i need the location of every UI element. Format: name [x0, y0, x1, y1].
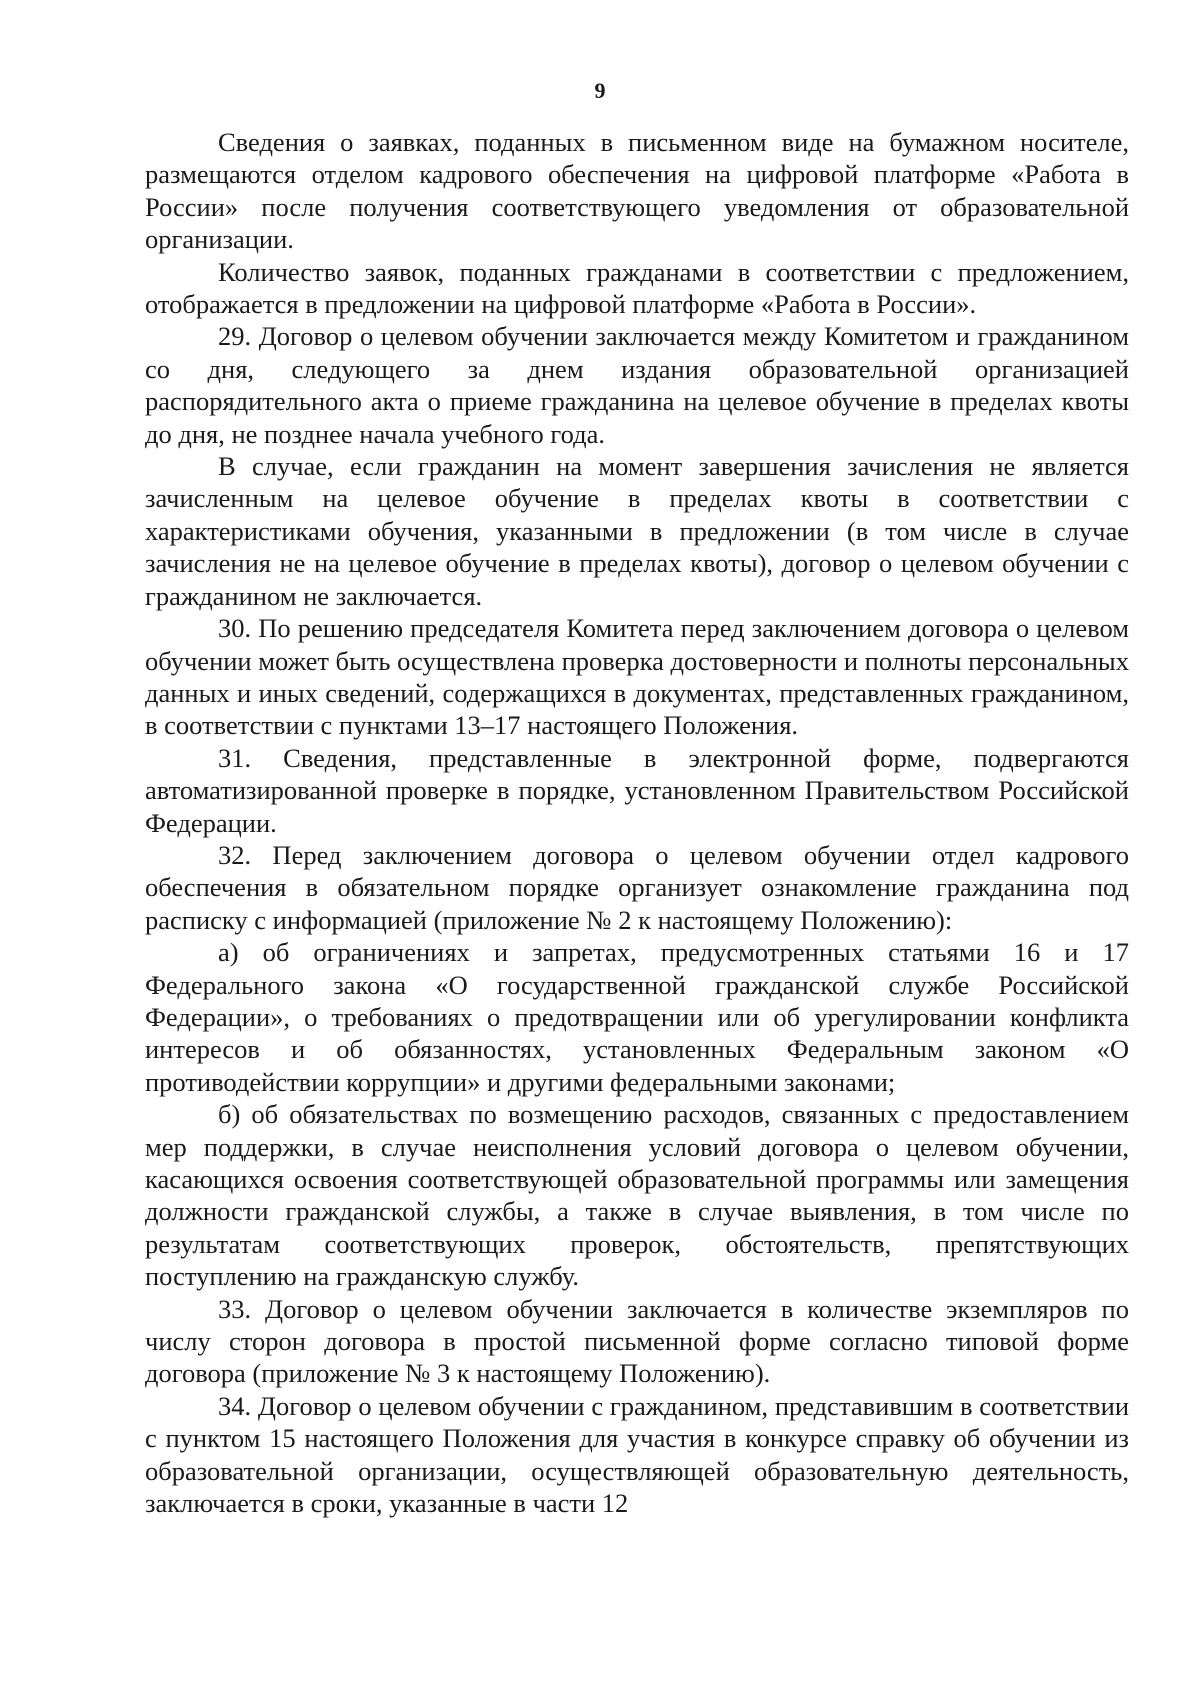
paragraph-9: б) об обязательствах по возмещению расходов, связанных с предоставлением мер поддержки, в случае неисполнения условий договора о целевом обучении, касающихся освоения соответствующей образовательной программы или замещения должности гражданской службы, а также в случае выявления, в том числе по результатам соответствующих проверок, обстоятельств, препятствующих поступлению на гражданскую службу.	[145, 1099, 1129, 1292]
paragraph-5: 30. По решению председателя Комитета перед заключением договора о целевом обучении может быть осуществлена проверка достоверности и полноты персональных данных и иных сведений, содержащихся в документах, представленных гражданином, в соответствии с пунктами 13–17 настоящего Положения.	[145, 613, 1129, 741]
paragraph-1: Сведения о заявках, поданных в письменном виде на бумажном носителе, размещаются отделом кадрового обеспечения на цифровой платформе «Работа в России» после получения соответствующего уведомления от образовательной организации.	[145, 127, 1129, 255]
paragraph-10: 33. Договор о целевом обучении заключается в количестве экземпляров по числу сторон договора в простой письменной форме согласно типовой форме договора (приложение № 3 к настоящему Положению).	[145, 1293, 1129, 1389]
paragraph-4: В случае, если гражданин на момент завершения зачисления не является зачисленным на целевое обучение в пределах квоты в соответствии с характеристиками обучения, указанными в предложении (в том числе в случае зачисления не на целевое обучение в пределах квоты), договор о целевом обучении с гражданином не заключается.	[145, 451, 1129, 611]
paragraph-3: 29. Договор о целевом обучении заключается между Комитетом и гражданином со дня, следующего за днем издания образовательной организацией распорядительного акта о приеме гражданина на целевое обучение в пределах квоты до дня, не позднее начала учебного года.	[145, 321, 1129, 449]
paragraph-6: 31. Сведения, представленные в электронной форме, подвергаются автоматизированной проверке в порядке, установленном Правительством Российской Федерации.	[145, 742, 1129, 838]
paragraph-8: а) об ограничениях и запретах, предусмотренных статьями 16 и 17 Федерального закона «О государственной гражданской службе Российской Федерации», о требованиях о предотвращении или об урегулировании конфликта интересов и об обязанностях, установленных Федеральным законом «О противодействии коррупции» и другими федеральными законами;	[145, 937, 1129, 1097]
page-number: 9	[594, 78, 606, 103]
document-body	[145, 126, 1129, 1519]
paragraph-7: 32. Перед заключением договора о целевом обучении отдел кадрового обеспечения в обязательном порядке организует ознакомление гражданина под расписку с информацией (приложение № 2 к настоящему Положению):	[145, 839, 1129, 935]
paragraph-11: 34. Договор о целевом обучении с гражданином, представившим в соответствии с пунктом 15 настоящего Положения для участия в конкурсе справку об обучении из образовательной организации, осуществляющей образовательную деятельность, заключается в сроки, указанные в части 12	[145, 1390, 1129, 1519]
paragraph-2: Количество заявок, поданных гражданами в соответствии с предложением, отображается в предложении на цифровой платформе «Работа в России».	[145, 256, 1129, 320]
